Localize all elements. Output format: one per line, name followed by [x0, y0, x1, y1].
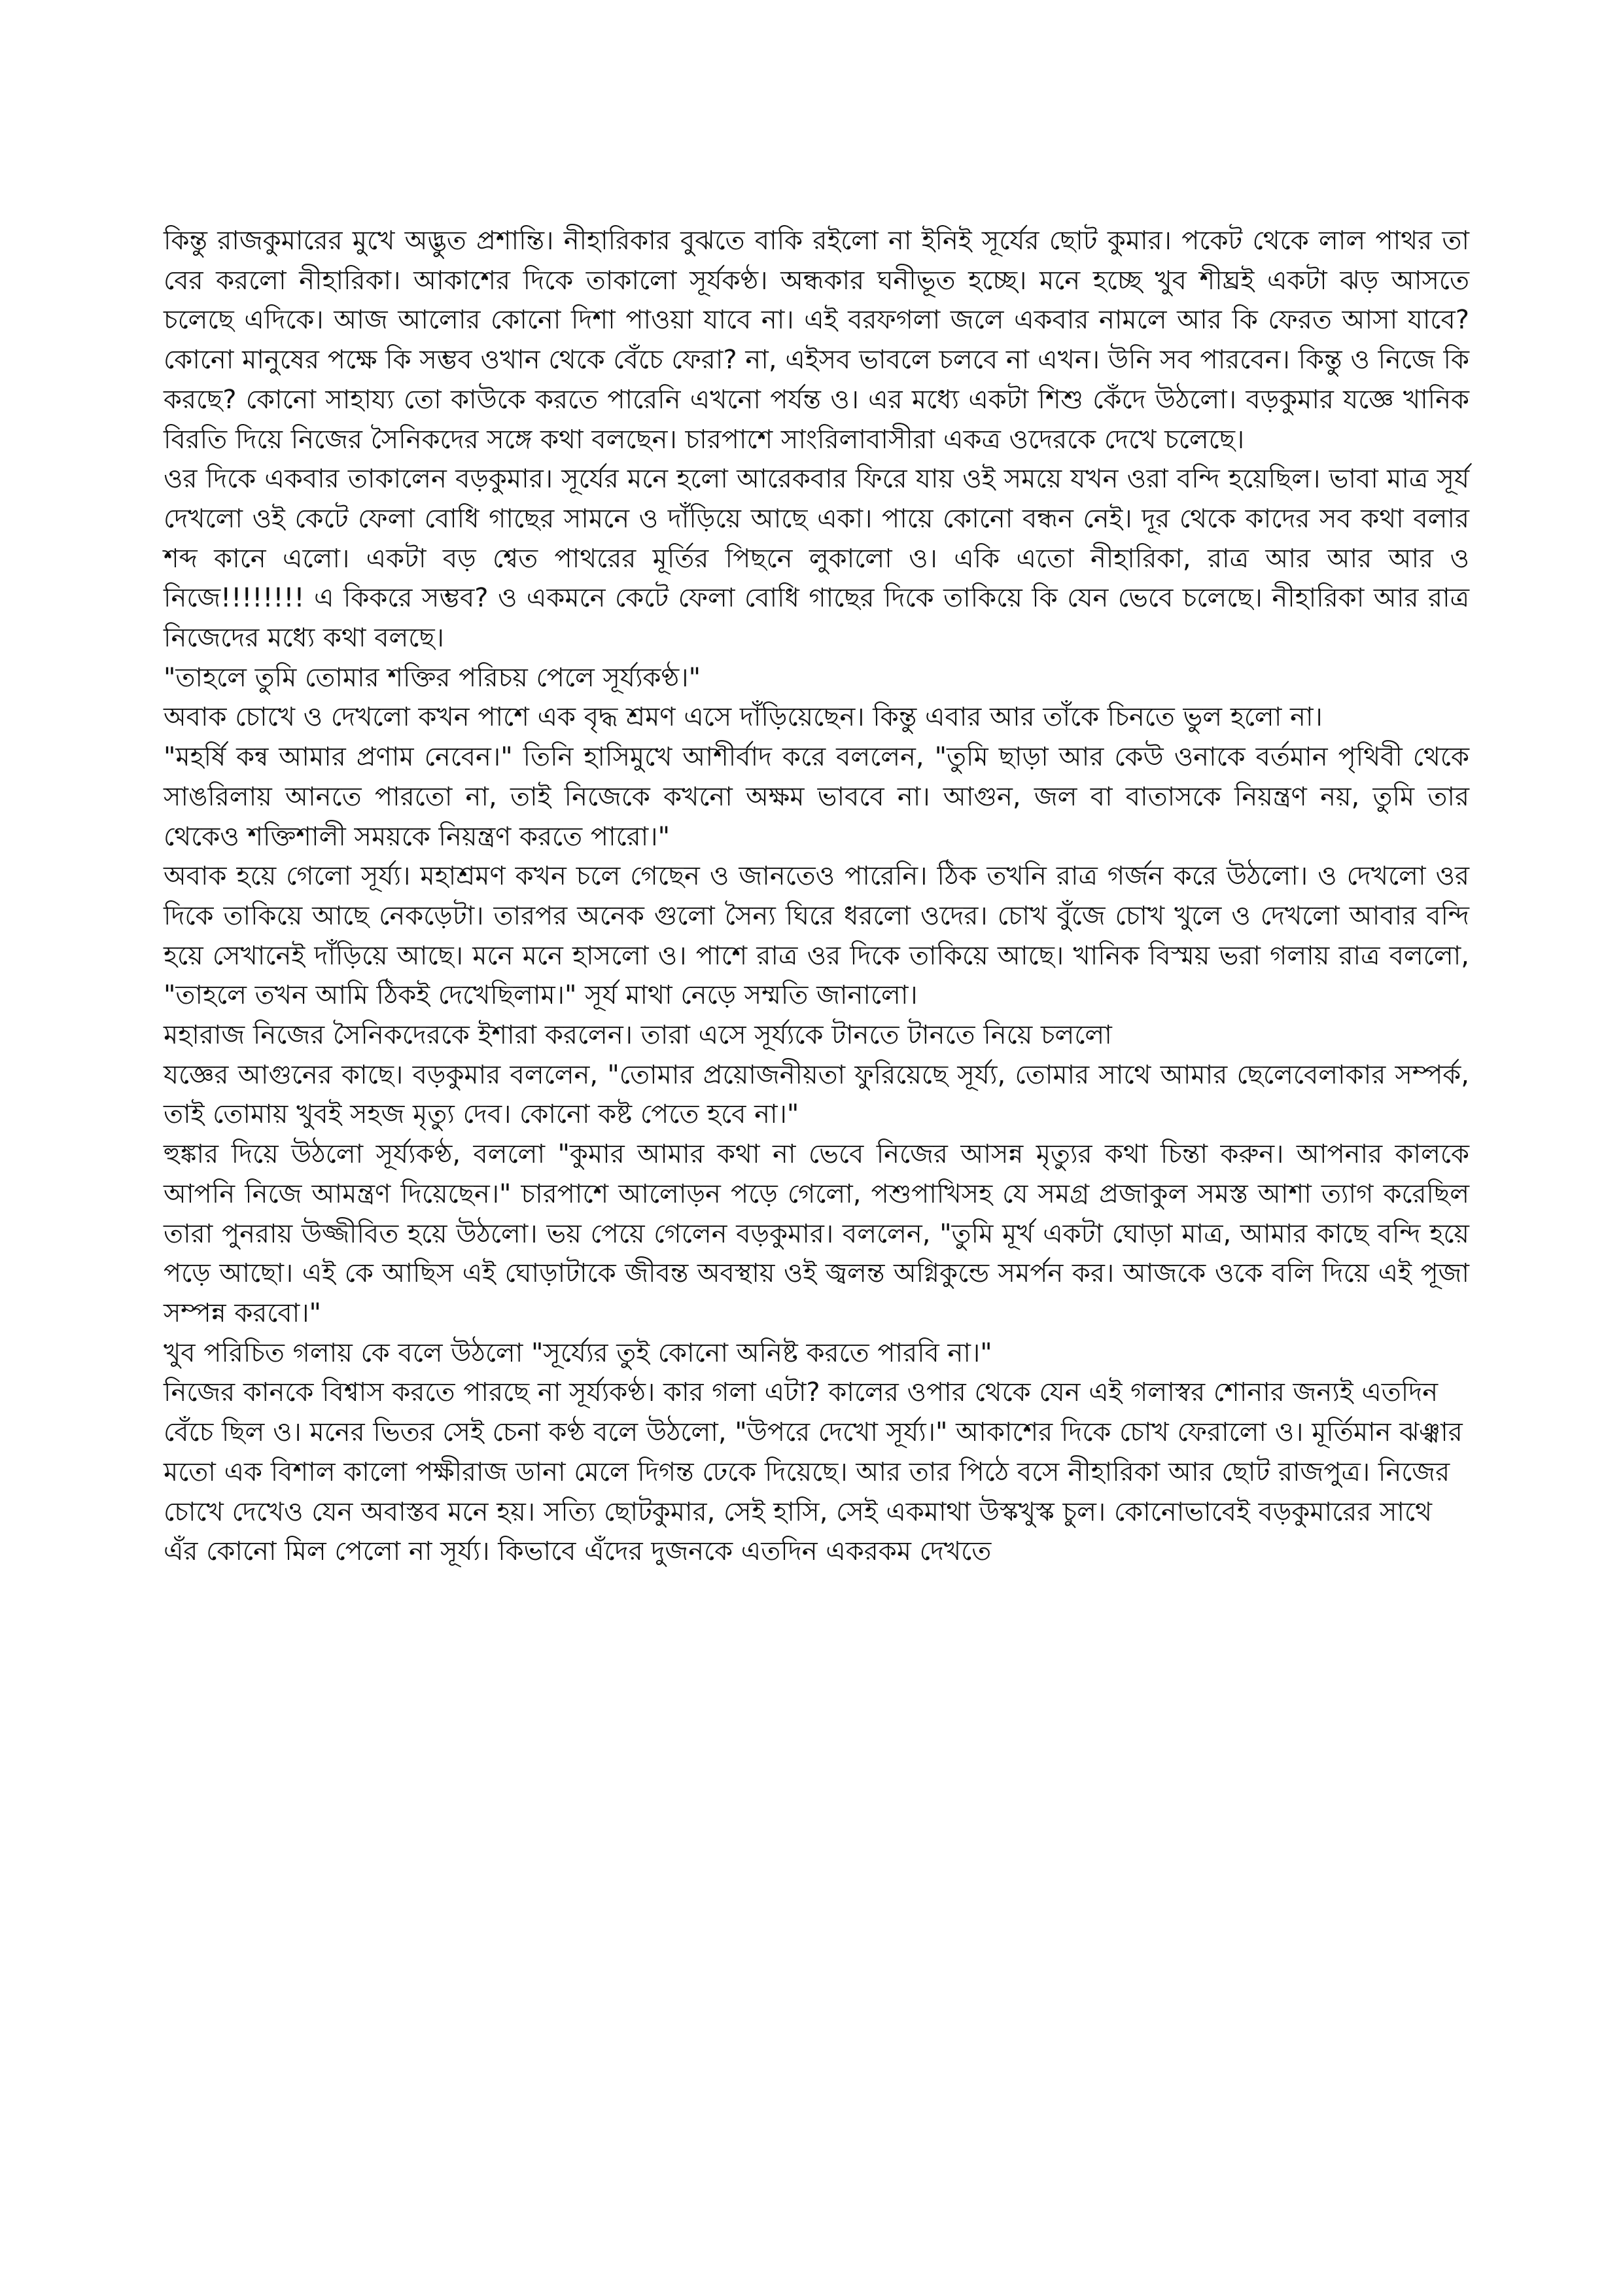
paragraph-4: অবাক চোখে ও দেখলো কখন পাশে এক বৃদ্ধ শ্রমণ এসে দাঁড়িয়েছেন। কিন্তু এবার আর তাঁকে চিনতে ভুল হলো না।: [164, 702, 1323, 733]
paragraph-5: "মহর্ষি কন্ব আমার প্রণাম নেবেন।" তিনি হাসিমুখে আশীর্বাদ করে বললেন, "তুমি ছাড়া আর কেউ ওনাকে বর্তমান পৃথিবী থেকে সাঙরিলায় আনতে পারতো না, তাই নিজেকে কখনো অক্ষম ভাববে না। আগুন, জল বা বাতাসকে নিয়ন্ত্রণ নয়, তুমি তার থেকেও শক্তিশালী সময়কে নিয়ন্ত্রণ করতে পারো।": [164, 742, 1469, 852]
paragraph-9: হুঙ্কার দিয়ে উঠলো সূর্য্যকণ্ঠ, বললো "কুমার আমার কথা না ভেবে নিজের আসন্ন মৃত্যুর কথা চিন্তা করুন। আপনার কালকে আপনি নিজে আমন্ত্রণ দিয়েছেন।" চারপাশে আলোড়ন পড়ে গেলো, পশুপাখিসহ যে সমগ্র প্রজাকুল সমস্ত আশা ত্যাগ করেছিল তারা পুনরায় উজ্জীবিত হয়ে উঠলো। ভয় পেয়ে গেলেন বড়কুমার। বললেন, "তুমি মূর্খ একটা ঘোড়া মাত্র, আমার কাছে বন্দি হয়ে পড়ে আছো। এই কে আছিস এই ঘোড়াটাকে জীবন্ত অবস্থায় ওই জ্বলন্ত অগ্নিকুন্ডে সমর্পন কর। আজকে ওকে বলি দিয়ে এই পূজা সম্পন্ন করবো।": [164, 1139, 1469, 1328]
paragraph-7: মহারাজ নিজের সৈনিকদেরকে ইশারা করলেন। তারা এসে সূর্য্যকে টানতে টানতে নিয়ে চললো: [164, 1020, 1112, 1051]
paragraph-10: খুব পরিচিত গলায় কে বলে উঠলো "সূর্য্যের তুই কোনো অনিষ্ট করতে পারবি না।": [164, 1337, 992, 1368]
paragraph-3: "তাহলে তুমি তোমার শক্তির পরিচয় পেলে সূর্য্যকণ্ঠ।": [164, 662, 701, 693]
paragraph-6: অবাক হয়ে গেলো সূর্য্য। মহাশ্রমণ কখন চলে গেছেন ও জানতেও পারেনি। ঠিক তখনি রাত্র গর্জন করে উঠলো। ও দেখলো ওর দিকে তাকিয়ে আছে নেকড়েটা। তারপর অনেক গুলো সৈন্য ঘিরে ধরলো ওদের। চোখ বুঁজে চোখ খুলে ও দেখলো আবার বন্দি হয়ে সেখানেই দাঁড়িয়ে আছে। মনে মনে হাসলো ও। পাশে রাত্র ওর দিকে তাকিয়ে আছে। খানিক বিস্ময় ভরা গলায় রাত্র বললো, "তাহলে তখন আমি ঠিকই দেখেছিলাম।" সূর্য মাথা নেড়ে সম্মতি জানালো।: [164, 861, 1469, 1011]
paragraph-2: ওর দিকে একবার তাকালেন বড়কুমার। সূর্যের মনে হলো আরেকবার ফিরে যায় ওই সময়ে যখন ওরা বন্দি হয়েছিল। ভাবা মাত্র সূর্য দেখলো ওই কেটে ফেলা বোধি গাছের সামনে ও দাঁড়িয়ে আছে একা। পায়ে কোনো বন্ধন নেই। দূর থেকে কাদের সব কথা বলার শব্দ কানে এলো। একটা বড় শ্বেত পাথরের মূর্তির পিছনে লুকালো ও। একি এতো নীহারিকা, রাত্র আর আর আর ও নিজে!!!!!!!! এ কিকরে সম্ভব? ও একমনে কেটে ফেলা বোধি গাছের দিকে তাকিয়ে কি যেন ভেবে চলেছে। নীহারিকা আর রাত্র নিজেদের মধ্যে কথা বলছে।: [164, 464, 1469, 654]
story-text: [164, 221, 1469, 1572]
paragraph-11: নিজের কানকে বিশ্বাস করতে পারছে না সূর্য্যকণ্ঠ। কার গলা এটা? কালের ওপার থেকে যেন এই গলাস্বর শোনার জন্যই এতদিন বেঁচে ছিল ও। মনের ভিতর সেই চেনা কণ্ঠ বলে উঠলো, "উপরে দেখো সূর্য্য।" আকাশের দিকে চোখ ফেরালো ও। মূর্তিমান ঝঞ্ঝার মতো এক বিশাল কালো পক্ষীরাজ ডানা মেলে দিগন্ত ঢেকে দিয়েছে। আর তার পিঠে বসে নীহারিকা আর ছোট রাজপুত্র। নিজের চোখে দেখেও যেন অবাস্তব মনে হয়। সত্যি ছোটকুমার, সেই হাসি, সেই একমাথা উস্কখুস্ক চুল। কোনোভাবেই বড়কুমারের সাথে এঁর কোনো মিল পেলো না সূর্য্য। কিভাবে এঁদের দুজনকে এতদিন একরকম দেখতে: [164, 1377, 1463, 1567]
paragraph-8: যজ্ঞের আগুনের কাছে। বড়কুমার বললেন, "তোমার প্রয়োজনীয়তা ফুরিয়েছে সূর্য্য, তোমার সাথে আমার ছেলেবেলাকার সম্পর্ক, তাই তোমায় খুবই সহজ মৃত্যু দেব। কোনো কষ্ট পেতে হবে না।": [164, 1059, 1469, 1130]
paragraph-1: কিন্তু রাজকুমারের মুখে অদ্ভুত প্রশান্তি। নীহারিকার বুঝতে বাকি রইলো না ইনিই সূর্যের ছোট কুমার। পকেট থেকে লাল পাথর তা বের করলো নীহারিকা। আকাশের দিকে তাকালো সূর্যকণ্ঠ। অন্ধকার ঘনীভূত হচ্ছে। মনে হচ্ছে খুব শীঘ্রই একটা ঝড় আসতে চলেছে এদিকে। আজ আলোর কোনো দিশা পাওয়া যাবে না। এই বরফগলা জলে একবার নামলে আর কি ফেরত আসা যাবে? কোনো মানুষের পক্ষে কি সম্ভব ওখান থেকে বেঁচে ফেরা? না, এইসব ভাবলে চলবে না এখন। উনি সব পারবেন। কিন্তু ও নিজে কি করছে? কোনো সাহায্য তো কাউকে করতে পারেনি এখনো পর্যন্ত ও। এর মধ্যে একটা শিশু কেঁদে উঠলো। বড়কুমার যজ্ঞে খানিক বিরতি দিয়ে নিজের সৈনিকদের সঙ্গে কথা বলছেন। চারপাশে সাংরিলাবাসীরা একত্র ওদেরকে দেখে চলেছে।: [164, 226, 1469, 455]
